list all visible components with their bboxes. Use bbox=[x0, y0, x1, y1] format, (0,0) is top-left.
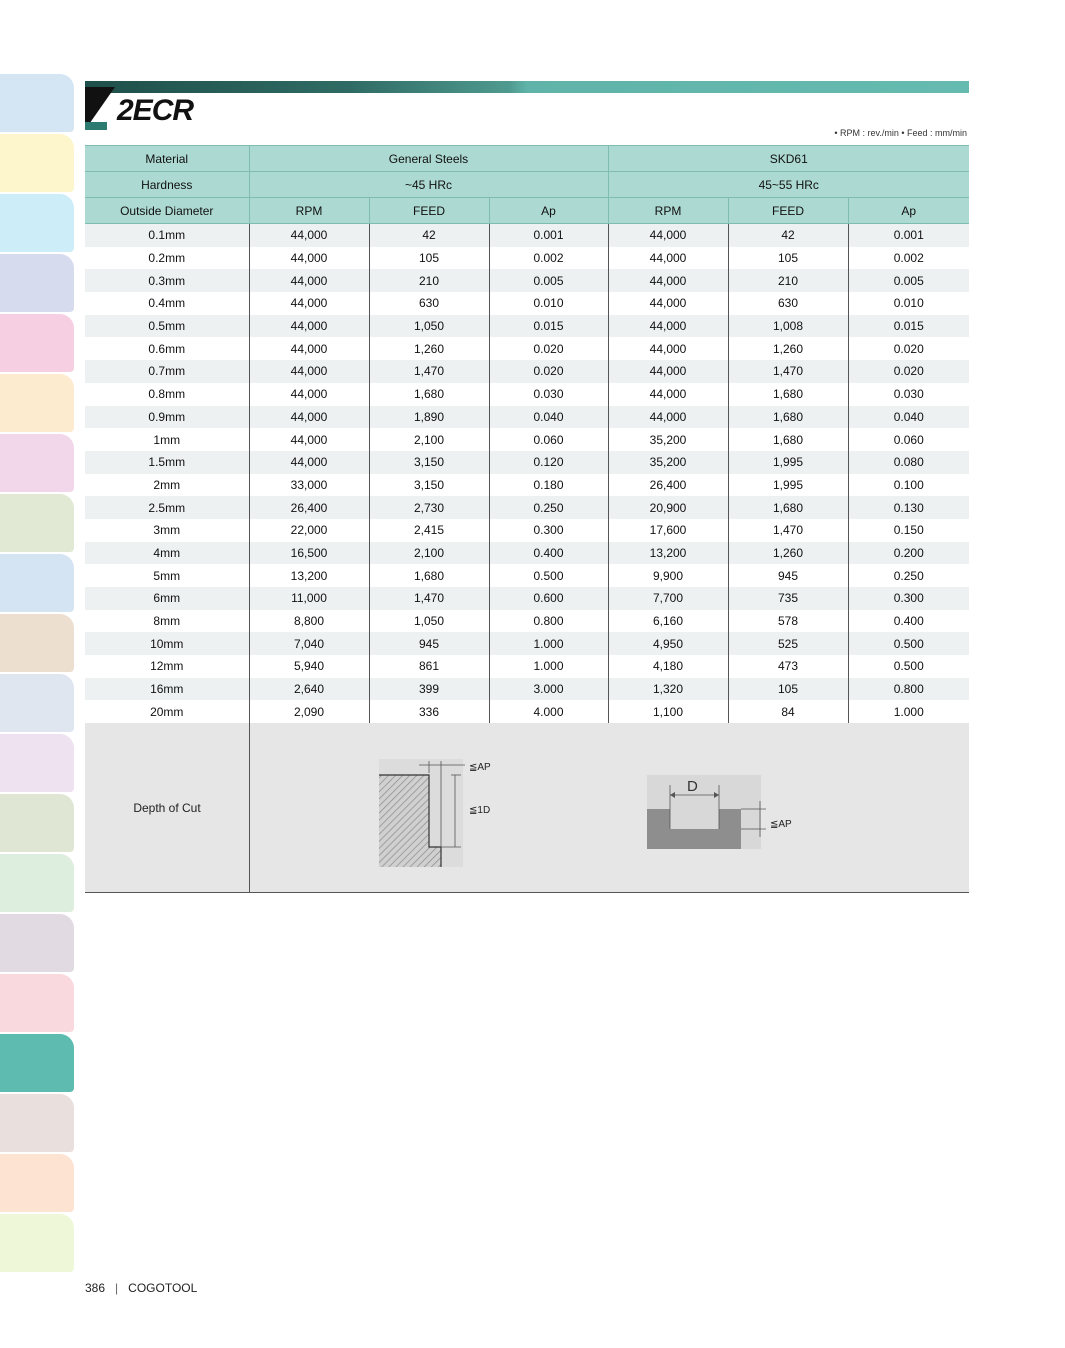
side-tab-20[interactable] bbox=[0, 1214, 74, 1272]
side-tab-7[interactable] bbox=[0, 434, 74, 492]
cell-feed-general: 945 bbox=[369, 632, 489, 655]
cell-ap-general: 0.020 bbox=[489, 360, 608, 383]
cell-rpm-general: 44,000 bbox=[249, 224, 369, 247]
table-row bbox=[85, 678, 969, 701]
hardness-general-steels: ~45 HRc bbox=[249, 172, 608, 198]
cell-ap-skd61: 0.130 bbox=[848, 496, 969, 519]
cell-feed-general: 630 bbox=[369, 292, 489, 315]
side-tab-15[interactable] bbox=[0, 914, 74, 972]
cell-diameter: 0.6mm bbox=[85, 337, 249, 360]
cell-feed-skd61: 42 bbox=[728, 224, 848, 247]
side-tab-16[interactable] bbox=[0, 974, 74, 1032]
side-tab-9[interactable] bbox=[0, 554, 74, 612]
side-tab-8[interactable] bbox=[0, 494, 74, 552]
side-tab-strip bbox=[0, 74, 74, 1274]
side-tab-2[interactable] bbox=[0, 134, 74, 192]
title-accent bbox=[85, 122, 107, 130]
cell-ap-general: 0.015 bbox=[489, 315, 608, 338]
cell-diameter: 5mm bbox=[85, 564, 249, 587]
header-ap-1: Ap bbox=[489, 198, 608, 224]
side-tab-5[interactable] bbox=[0, 314, 74, 372]
cell-rpm-skd61: 26,400 bbox=[608, 474, 728, 497]
cell-ap-skd61: 0.100 bbox=[848, 474, 969, 497]
table-row bbox=[85, 315, 969, 338]
cell-feed-skd61: 1,995 bbox=[728, 474, 848, 497]
cell-ap-general: 0.020 bbox=[489, 337, 608, 360]
table-row bbox=[85, 700, 969, 723]
cell-ap-skd61: 0.500 bbox=[848, 632, 969, 655]
cell-rpm-skd61: 44,000 bbox=[608, 269, 728, 292]
depth-of-cut-section bbox=[85, 723, 969, 893]
cell-ap-general: 4.000 bbox=[489, 700, 608, 723]
table-row bbox=[85, 519, 969, 542]
cell-feed-general: 1,050 bbox=[369, 610, 489, 633]
table-row bbox=[85, 360, 969, 383]
cell-rpm-skd61: 44,000 bbox=[608, 247, 728, 270]
cell-rpm-skd61: 44,000 bbox=[608, 337, 728, 360]
cell-rpm-general: 44,000 bbox=[249, 292, 369, 315]
cell-diameter: 4mm bbox=[85, 542, 249, 565]
cell-ap-skd61: 0.150 bbox=[848, 519, 969, 542]
cell-feed-general: 2,100 bbox=[369, 542, 489, 565]
cell-feed-general: 399 bbox=[369, 678, 489, 701]
cell-rpm-general: 7,040 bbox=[249, 632, 369, 655]
cell-rpm-general: 44,000 bbox=[249, 269, 369, 292]
cell-rpm-general: 13,200 bbox=[249, 564, 369, 587]
cell-feed-general: 1,680 bbox=[369, 564, 489, 587]
page-footer bbox=[85, 1281, 197, 1295]
cell-ap-skd61: 0.040 bbox=[848, 406, 969, 429]
table-row bbox=[85, 542, 969, 565]
cell-feed-general: 1,470 bbox=[369, 587, 489, 610]
table-row bbox=[85, 383, 969, 406]
cell-feed-skd61: 578 bbox=[728, 610, 848, 633]
cell-ap-skd61: 0.001 bbox=[848, 224, 969, 247]
header-bar bbox=[85, 81, 969, 93]
side-tab-13[interactable] bbox=[0, 794, 74, 852]
cell-feed-general: 1,050 bbox=[369, 315, 489, 338]
cell-diameter: 0.7mm bbox=[85, 360, 249, 383]
cell-rpm-general: 8,800 bbox=[249, 610, 369, 633]
table-row bbox=[85, 610, 969, 633]
cell-ap-general: 0.120 bbox=[489, 451, 608, 474]
cell-rpm-skd61: 44,000 bbox=[608, 315, 728, 338]
cell-ap-skd61: 0.010 bbox=[848, 292, 969, 315]
diagram2-ap-label: ≦AP bbox=[770, 819, 792, 830]
header-feed-2: FEED bbox=[728, 198, 848, 224]
cell-rpm-skd61: 35,200 bbox=[608, 451, 728, 474]
side-tab-14[interactable] bbox=[0, 854, 74, 912]
cell-feed-general: 2,730 bbox=[369, 496, 489, 519]
cell-ap-skd61: 0.300 bbox=[848, 587, 969, 610]
cell-ap-general: 0.180 bbox=[489, 474, 608, 497]
header-skd61: SKD61 bbox=[608, 146, 969, 172]
cell-rpm-general: 2,090 bbox=[249, 700, 369, 723]
cell-feed-general: 42 bbox=[369, 224, 489, 247]
header-ap-2: Ap bbox=[848, 198, 969, 224]
cell-rpm-general: 33,000 bbox=[249, 474, 369, 497]
side-tab-10[interactable] bbox=[0, 614, 74, 672]
cell-diameter: 16mm bbox=[85, 678, 249, 701]
cell-feed-general: 861 bbox=[369, 655, 489, 678]
cell-feed-general: 336 bbox=[369, 700, 489, 723]
cell-ap-skd61: 0.250 bbox=[848, 564, 969, 587]
cell-rpm-skd61: 13,200 bbox=[608, 542, 728, 565]
footer-separator: | bbox=[115, 1281, 119, 1295]
cell-diameter: 20mm bbox=[85, 700, 249, 723]
cell-rpm-general: 22,000 bbox=[249, 519, 369, 542]
cell-diameter: 8mm bbox=[85, 610, 249, 633]
cell-diameter: 0.9mm bbox=[85, 406, 249, 429]
cell-ap-general: 0.800 bbox=[489, 610, 608, 633]
table-row bbox=[85, 655, 969, 678]
depth-of-cut-label: Depth of Cut bbox=[85, 723, 250, 892]
side-tab-11[interactable] bbox=[0, 674, 74, 732]
side-tab-3[interactable] bbox=[0, 194, 74, 252]
side-tab-18[interactable] bbox=[0, 1094, 74, 1152]
header-hardness: Hardness bbox=[85, 172, 249, 198]
cell-rpm-skd61: 9,900 bbox=[608, 564, 728, 587]
cell-rpm-skd61: 17,600 bbox=[608, 519, 728, 542]
table-row bbox=[85, 337, 969, 360]
cell-feed-skd61: 1,680 bbox=[728, 383, 848, 406]
table-row bbox=[85, 428, 969, 451]
cell-rpm-skd61: 1,100 bbox=[608, 700, 728, 723]
cell-rpm-general: 5,940 bbox=[249, 655, 369, 678]
table-row bbox=[85, 587, 969, 610]
side-tab-4[interactable] bbox=[0, 254, 74, 312]
cell-ap-general: 0.002 bbox=[489, 247, 608, 270]
cell-feed-general: 1,260 bbox=[369, 337, 489, 360]
cell-diameter: 0.3mm bbox=[85, 269, 249, 292]
cell-diameter: 3mm bbox=[85, 519, 249, 542]
header-rpm-1: RPM bbox=[249, 198, 369, 224]
cell-rpm-general: 44,000 bbox=[249, 451, 369, 474]
cell-ap-general: 0.060 bbox=[489, 428, 608, 451]
cell-ap-skd61: 0.020 bbox=[848, 337, 969, 360]
table-row bbox=[85, 474, 969, 497]
cell-feed-skd61: 1,995 bbox=[728, 451, 848, 474]
header-rpm-2: RPM bbox=[608, 198, 728, 224]
cell-rpm-skd61: 4,950 bbox=[608, 632, 728, 655]
cell-rpm-skd61: 44,000 bbox=[608, 360, 728, 383]
cell-feed-skd61: 105 bbox=[728, 247, 848, 270]
cell-diameter: 0.4mm bbox=[85, 292, 249, 315]
header-outside-diameter: Outside Diameter bbox=[85, 198, 249, 224]
cell-diameter: 1.5mm bbox=[85, 451, 249, 474]
cutting-conditions-table bbox=[85, 145, 969, 724]
cell-ap-general: 0.030 bbox=[489, 383, 608, 406]
cell-diameter: 10mm bbox=[85, 632, 249, 655]
cell-ap-skd61: 0.800 bbox=[848, 678, 969, 701]
cell-rpm-general: 16,500 bbox=[249, 542, 369, 565]
cell-rpm-general: 44,000 bbox=[249, 383, 369, 406]
cell-rpm-general: 2,640 bbox=[249, 678, 369, 701]
cell-rpm-skd61: 1,320 bbox=[608, 678, 728, 701]
cell-ap-general: 0.005 bbox=[489, 269, 608, 292]
header-row-hardness bbox=[85, 172, 969, 198]
table-body bbox=[85, 224, 969, 724]
diagram2-d-label: D bbox=[687, 778, 698, 795]
cell-rpm-general: 44,000 bbox=[249, 315, 369, 338]
cell-feed-skd61: 1,680 bbox=[728, 496, 848, 519]
cell-diameter: 0.8mm bbox=[85, 383, 249, 406]
side-tab-1[interactable] bbox=[0, 74, 74, 132]
cell-diameter: 0.1mm bbox=[85, 224, 249, 247]
cell-rpm-skd61: 44,000 bbox=[608, 383, 728, 406]
cell-rpm-skd61: 7,700 bbox=[608, 587, 728, 610]
table-row bbox=[85, 406, 969, 429]
side-tab-17[interactable] bbox=[0, 1034, 74, 1092]
cell-ap-general: 1.000 bbox=[489, 632, 608, 655]
cell-ap-general: 0.010 bbox=[489, 292, 608, 315]
cell-rpm-general: 44,000 bbox=[249, 406, 369, 429]
cell-diameter: 1mm bbox=[85, 428, 249, 451]
table-row bbox=[85, 564, 969, 587]
cell-diameter: 2.5mm bbox=[85, 496, 249, 519]
cell-feed-skd61: 1,680 bbox=[728, 406, 848, 429]
cell-feed-skd61: 1,680 bbox=[728, 428, 848, 451]
hardness-skd61: 45~55 HRc bbox=[608, 172, 969, 198]
cell-feed-skd61: 1,008 bbox=[728, 315, 848, 338]
cell-ap-skd61: 1.000 bbox=[848, 700, 969, 723]
units-note: • RPM : rev./min • Feed : mm/min bbox=[834, 128, 967, 138]
cell-feed-general: 2,415 bbox=[369, 519, 489, 542]
cell-feed-general: 105 bbox=[369, 247, 489, 270]
cell-feed-skd61: 1,470 bbox=[728, 519, 848, 542]
cell-ap-general: 3.000 bbox=[489, 678, 608, 701]
cell-ap-general: 0.001 bbox=[489, 224, 608, 247]
table-row bbox=[85, 632, 969, 655]
cell-ap-general: 0.250 bbox=[489, 496, 608, 519]
cell-ap-general: 0.300 bbox=[489, 519, 608, 542]
cell-feed-skd61: 473 bbox=[728, 655, 848, 678]
cell-ap-skd61: 0.500 bbox=[848, 655, 969, 678]
cell-diameter: 2mm bbox=[85, 474, 249, 497]
header-row-material bbox=[85, 146, 969, 172]
cell-ap-general: 1.000 bbox=[489, 655, 608, 678]
cell-feed-skd61: 210 bbox=[728, 269, 848, 292]
cell-diameter: 0.2mm bbox=[85, 247, 249, 270]
side-milling-diagram bbox=[375, 753, 515, 903]
cell-ap-skd61: 0.015 bbox=[848, 315, 969, 338]
cell-diameter: 12mm bbox=[85, 655, 249, 678]
cell-ap-general: 0.600 bbox=[489, 587, 608, 610]
cell-rpm-general: 26,400 bbox=[249, 496, 369, 519]
cell-ap-general: 0.400 bbox=[489, 542, 608, 565]
table-row bbox=[85, 269, 969, 292]
header-general-steels: General Steels bbox=[249, 146, 608, 172]
cell-feed-general: 1,680 bbox=[369, 383, 489, 406]
table-row bbox=[85, 224, 969, 247]
cell-ap-skd61: 0.400 bbox=[848, 610, 969, 633]
cell-ap-general: 0.500 bbox=[489, 564, 608, 587]
table-row bbox=[85, 451, 969, 474]
cell-rpm-skd61: 44,000 bbox=[608, 292, 728, 315]
diagram1-1d-label: ≦1D bbox=[469, 805, 491, 816]
cell-feed-skd61: 1,260 bbox=[728, 542, 848, 565]
page-number: 386 bbox=[85, 1281, 106, 1295]
cell-feed-general: 3,150 bbox=[369, 474, 489, 497]
cell-ap-skd61: 0.005 bbox=[848, 269, 969, 292]
cell-feed-general: 2,100 bbox=[369, 428, 489, 451]
side-tab-19[interactable] bbox=[0, 1154, 74, 1212]
cell-feed-skd61: 84 bbox=[728, 700, 848, 723]
table-row bbox=[85, 496, 969, 519]
slot-milling-diagram bbox=[642, 771, 812, 861]
cell-ap-general: 0.040 bbox=[489, 406, 608, 429]
cell-feed-skd61: 105 bbox=[728, 678, 848, 701]
cell-rpm-general: 44,000 bbox=[249, 360, 369, 383]
cell-rpm-general: 44,000 bbox=[249, 428, 369, 451]
cell-ap-skd61: 0.060 bbox=[848, 428, 969, 451]
cell-diameter: 6mm bbox=[85, 587, 249, 610]
cell-rpm-general: 11,000 bbox=[249, 587, 369, 610]
cell-ap-skd61: 0.030 bbox=[848, 383, 969, 406]
cell-rpm-general: 44,000 bbox=[249, 337, 369, 360]
cell-ap-skd61: 0.200 bbox=[848, 542, 969, 565]
side-tab-12[interactable] bbox=[0, 734, 74, 792]
cell-rpm-skd61: 6,160 bbox=[608, 610, 728, 633]
cell-diameter: 0.5mm bbox=[85, 315, 249, 338]
cell-feed-skd61: 1,470 bbox=[728, 360, 848, 383]
cell-feed-general: 1,470 bbox=[369, 360, 489, 383]
page-title: 2ECR bbox=[117, 94, 194, 127]
cell-rpm-skd61: 35,200 bbox=[608, 428, 728, 451]
side-tab-6[interactable] bbox=[0, 374, 74, 432]
cell-rpm-skd61: 44,000 bbox=[608, 224, 728, 247]
cell-feed-skd61: 735 bbox=[728, 587, 848, 610]
cell-ap-skd61: 0.020 bbox=[848, 360, 969, 383]
cell-feed-general: 210 bbox=[369, 269, 489, 292]
diagram1-ap-label: ≦AP bbox=[469, 762, 491, 773]
cell-feed-skd61: 630 bbox=[728, 292, 848, 315]
cell-rpm-skd61: 20,900 bbox=[608, 496, 728, 519]
cell-ap-skd61: 0.080 bbox=[848, 451, 969, 474]
footer-brand: COGOTOOL bbox=[128, 1281, 198, 1295]
cell-rpm-skd61: 4,180 bbox=[608, 655, 728, 678]
cell-feed-general: 1,890 bbox=[369, 406, 489, 429]
cell-ap-skd61: 0.002 bbox=[848, 247, 969, 270]
header-material: Material bbox=[85, 146, 249, 172]
table-row bbox=[85, 247, 969, 270]
table-row bbox=[85, 292, 969, 315]
header-row-columns bbox=[85, 198, 969, 224]
cell-rpm-skd61: 44,000 bbox=[608, 406, 728, 429]
cell-feed-general: 3,150 bbox=[369, 451, 489, 474]
cell-feed-skd61: 525 bbox=[728, 632, 848, 655]
cell-rpm-general: 44,000 bbox=[249, 247, 369, 270]
cell-feed-skd61: 1,260 bbox=[728, 337, 848, 360]
header-feed-1: FEED bbox=[369, 198, 489, 224]
cell-feed-skd61: 945 bbox=[728, 564, 848, 587]
